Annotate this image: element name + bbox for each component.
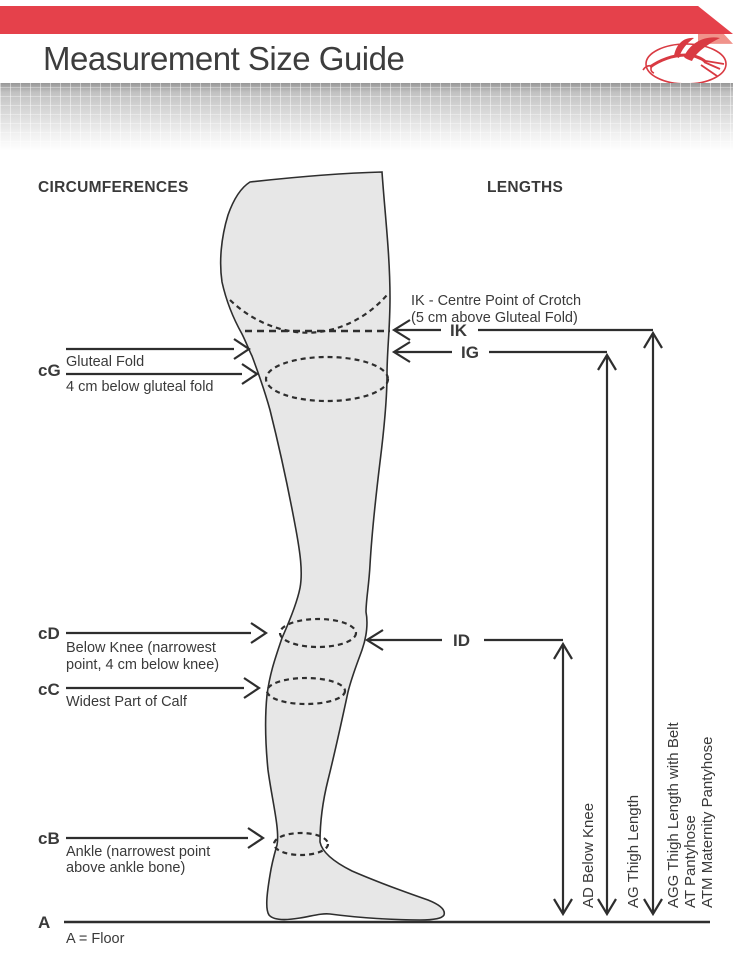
cb-code: cB <box>38 829 60 848</box>
leg-illustration <box>221 172 445 920</box>
agg-label-1: AGG Thigh Length with Belt <box>665 722 682 908</box>
ag-length-annotation <box>598 355 642 914</box>
circumferences-heading: CIRCUMFERENCES <box>38 179 189 196</box>
cc-code: cC <box>38 680 60 699</box>
ad-length-annotation <box>554 644 597 914</box>
cg-code: cG <box>38 361 61 380</box>
ad-label: AD Below Knee <box>580 802 597 908</box>
cd-label-2: point, 4 cm below knee) <box>66 657 220 673</box>
ig-label: IG <box>461 343 479 362</box>
cc-label: Widest Part of Calf <box>66 694 187 710</box>
lengths-heading: LENGTHS <box>487 179 564 196</box>
a-label: A = Floor <box>66 931 125 947</box>
cb-label-1: Ankle (narrowest point <box>66 844 211 860</box>
crotch-note-line-1: IK - Centre Point of Crotch <box>411 293 582 309</box>
ik-label: IK <box>450 321 467 340</box>
cc-annotation <box>38 678 259 710</box>
header-red-bar <box>0 6 733 34</box>
gray-texture-strip <box>0 83 733 151</box>
cd-arrowhead <box>251 623 266 643</box>
agg-length-annotation <box>644 333 716 914</box>
measurement-diagram <box>0 150 733 967</box>
cb-arrowhead <box>248 828 263 848</box>
agg-label-3: ATM Maternity Pantyhose <box>699 736 716 908</box>
cg-label-2: 4 cm below gluteal fold <box>66 379 214 395</box>
agg-label-2: AT Pantyhose <box>682 815 699 908</box>
a-code: A <box>38 913 51 932</box>
ag-label: AG Thigh Length <box>625 794 642 908</box>
cg-arrowhead-2 <box>242 364 257 384</box>
cd-annotation <box>38 623 266 673</box>
cd-label-1: Below Knee (narrowest <box>66 640 216 656</box>
cb-label-2: above ankle bone) <box>66 860 186 876</box>
crotch-note-line-2: (5 cm above Gluteal Fold) <box>411 310 578 326</box>
page-title: Measurement Size Guide <box>43 40 405 77</box>
ig-length-annotation <box>394 342 607 362</box>
leg-silhouette <box>221 172 445 920</box>
cb-annotation <box>38 828 263 876</box>
cc-arrowhead <box>244 678 259 698</box>
cd-code: cD <box>38 624 60 643</box>
cg-annotation <box>38 339 257 395</box>
id-length-annotation <box>367 630 563 650</box>
flying-bird-logo-icon <box>640 34 728 86</box>
cg-label-1: Gluteal Fold <box>66 354 145 370</box>
id-label: ID <box>453 631 470 650</box>
